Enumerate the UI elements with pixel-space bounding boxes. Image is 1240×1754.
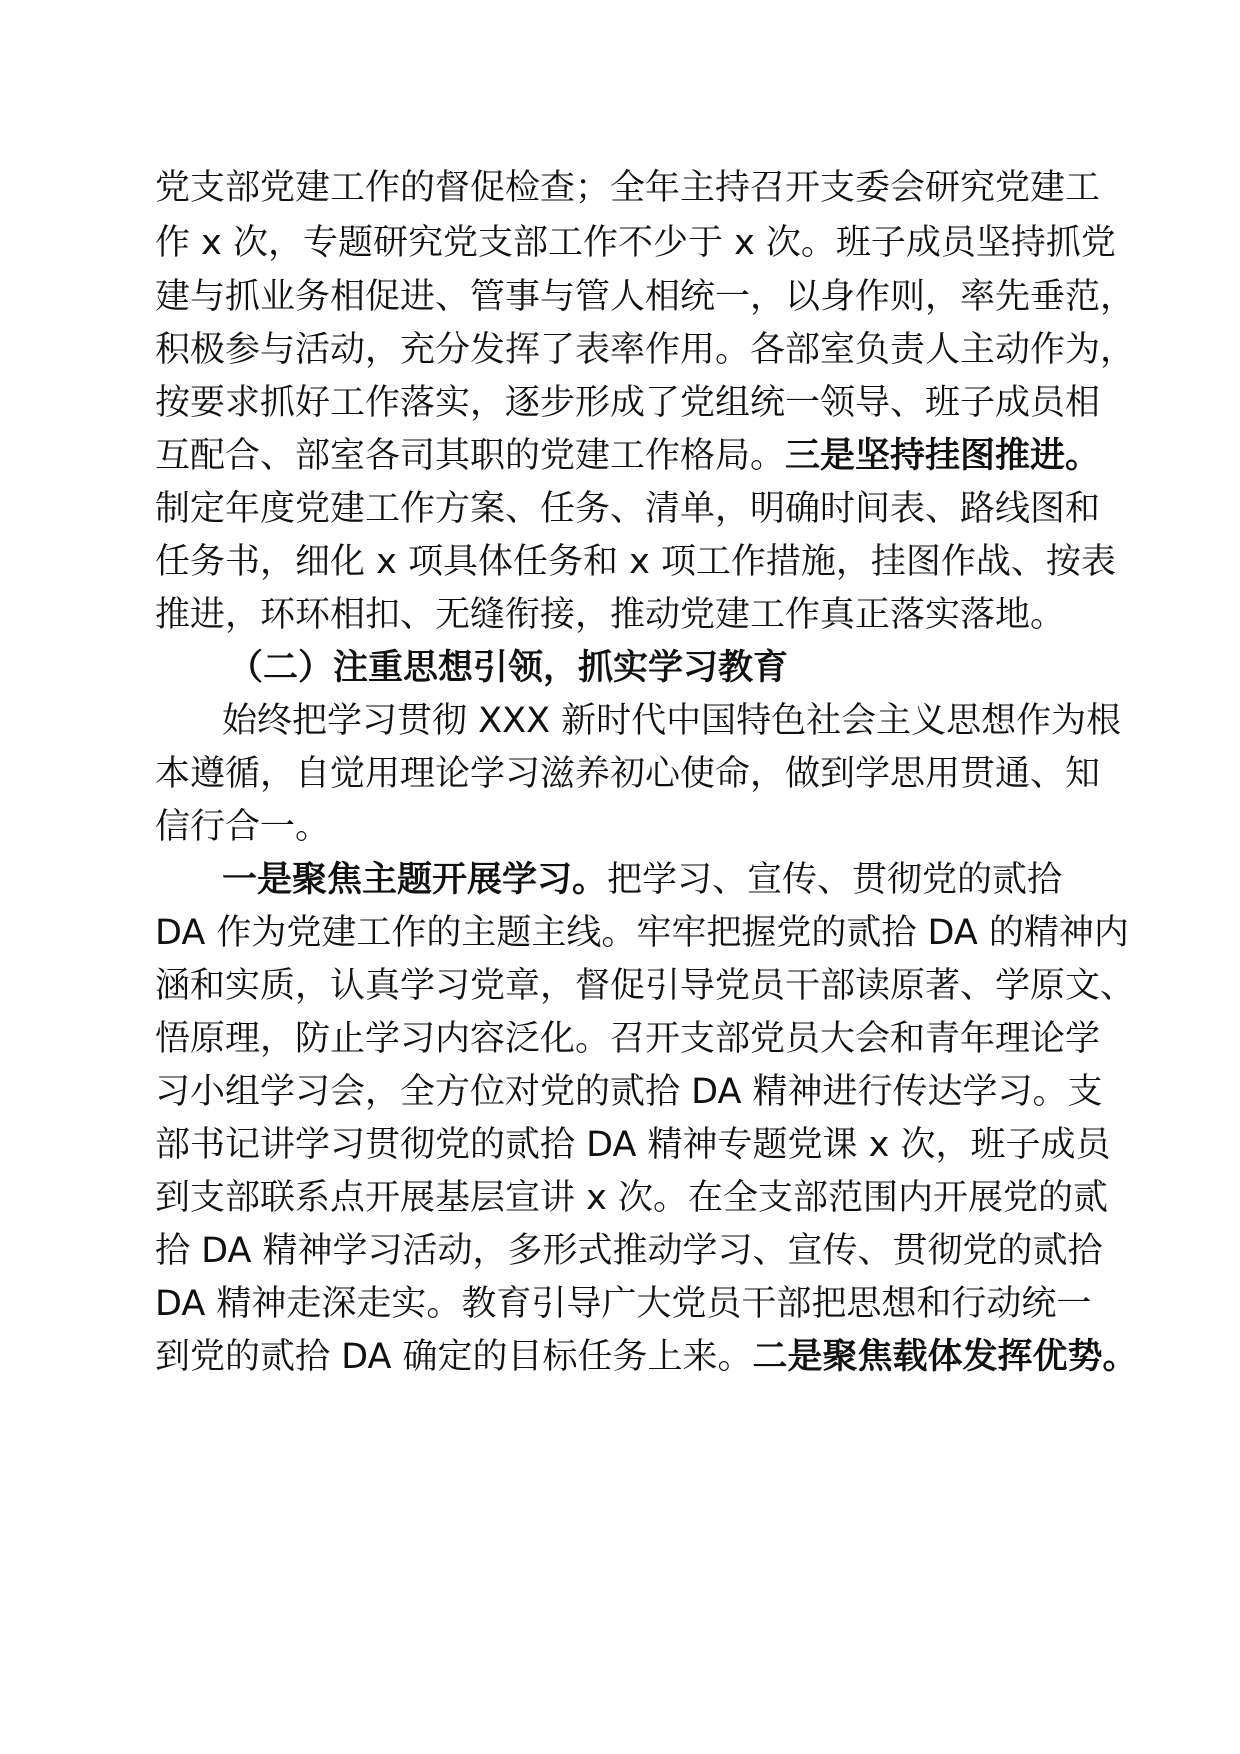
text-line: 信行合一。 [155, 807, 331, 847]
text-line: 拾 DA 精神学习活动，多形式推动学习、宣传、贯彻党的贰拾 [155, 1231, 1103, 1271]
text-line: 涵和实质，认真学习党章，督促引导党员干部读原著、学原文、 [155, 966, 1136, 1006]
bold-lead-phrase: 二是聚焦载体发挥优势。 [752, 1337, 1138, 1377]
body-text: 把学习、宣传、贯彻党的贰拾 [607, 860, 1063, 900]
text-line: 本遵循，自觉用理论学习滋养初心使命，做到学思用贯通、知 [155, 754, 1101, 794]
text-line: 党支部党建工作的督促检查；全年主持召开支委会研究党建工 [155, 168, 1101, 208]
text-line: 到支部联系点开展基层宣讲 x 次。在全支部范围内开展党的贰 [155, 1178, 1108, 1218]
text-line: 按要求抓好工作落实，逐步形成了党组统一领导、班子成员相 [155, 383, 1101, 423]
text-line: 作 x 次，专题研究党支部工作不少于 x 次。班子成员坚持抓党 [155, 223, 1116, 263]
text-line: 建与抓业务相促进、管事与管人相统一，以身作则，率先垂范， [155, 277, 1136, 317]
text-line: DA 精神走深走实。教育引导广大党员干部把思想和行动统一 [155, 1284, 1092, 1324]
text-line: 习小组学习会，全方位对党的贰拾 DA 精神进行传达学习。支 [155, 1072, 1103, 1112]
section-heading: （二）注重思想引领，抓实学习教育 [228, 648, 789, 688]
text-line: 积极参与活动，充分发挥了表率作用。各部室负责人主动作为， [155, 330, 1136, 370]
text-line: 制定年度党建工作方案、任务、清单，明确时间表、路线图和 [155, 489, 1101, 529]
text-line: 始终把学习贯彻 XXX 新时代中国特色社会主义思想作为根 [222, 701, 1122, 741]
bold-lead-phrase: 三是坚持挂图推进。 [785, 436, 1101, 476]
text-line: 任务书，细化 x 项具体任务和 x 项工作措施，挂图作战、按表 [155, 542, 1116, 582]
text-line [155, 1328, 1138, 1386]
text-line [222, 851, 1162, 909]
text-line: 部书记讲学习贯彻党的贰拾 DA 精神专题党课 x 次，班子成员 [155, 1125, 1111, 1165]
bold-lead-phrase: 一是聚焦主题开展学习。 [222, 860, 608, 900]
text-line [155, 427, 1101, 485]
text-line: 悟原理，防止学习内容泛化。召开支部党员大会和青年理论学 [155, 1019, 1101, 1059]
body-text: 到党的贰拾 DA 确定的目标任务上来。 [155, 1337, 753, 1377]
text-line: DA 作为党建工作的主题主线。牢牢把握党的贰拾 DA 的精神内 [155, 913, 1129, 953]
text-line: 推进，环环相扣、无缝衔接，推动党建工作真正落实落地。 [155, 595, 1066, 635]
body-text: 互配合、部室各司其职的党建工作格局。 [155, 436, 786, 476]
